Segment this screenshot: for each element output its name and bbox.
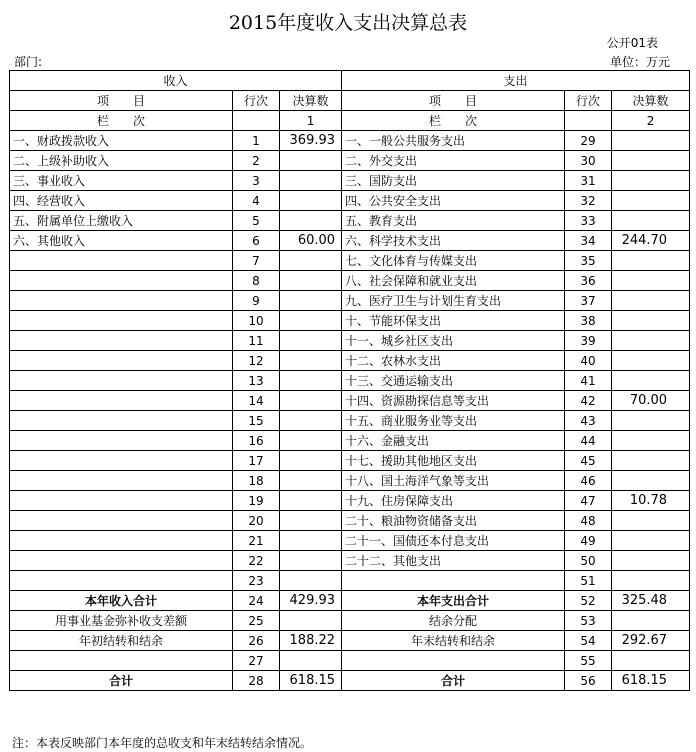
expense-item: 四、公共安全支出 [342, 191, 565, 211]
expense-amount-header: 决算数 [612, 91, 690, 111]
expense-row-number: 33 [565, 211, 612, 231]
income-item: 五、附属单位上缴收入 [10, 211, 233, 231]
expense-row-number: 35 [565, 251, 612, 271]
income-amount [280, 391, 342, 411]
table-row [10, 431, 690, 451]
expense-item: 二十一、国债还本付息支出 [342, 531, 565, 551]
income-column-index: 1 [280, 111, 342, 131]
income-item [10, 411, 233, 431]
income-item [10, 311, 233, 331]
expense-item: 十二、农林水支出 [342, 351, 565, 371]
income-item [10, 531, 233, 551]
expense-row-number: 44 [565, 431, 612, 451]
income-row-number: 24 [233, 591, 280, 611]
income-row-number: 13 [233, 371, 280, 391]
table-row [10, 471, 690, 491]
expense-section-header: 支出 [342, 71, 690, 91]
expense-row-number: 29 [565, 131, 612, 151]
income-amount [280, 471, 342, 491]
income-row-number: 3 [233, 171, 280, 191]
income-amount [280, 651, 342, 671]
income-amount: 60.00 [280, 231, 342, 251]
expense-amount [612, 411, 690, 431]
expense-amount [612, 511, 690, 531]
expense-summary-item: 结余分配 [342, 611, 565, 631]
income-item [10, 291, 233, 311]
income-amount [280, 211, 342, 231]
income-row-number: 26 [233, 631, 280, 651]
expense-item: 九、医疗卫生与计划生育支出 [342, 291, 565, 311]
income-item: 三、事业收入 [10, 171, 233, 191]
expense-row-number: 49 [565, 531, 612, 551]
column-index-row [10, 111, 690, 131]
income-amount [280, 611, 342, 631]
expense-amount [612, 151, 690, 171]
expense-amount: 325.48 [612, 591, 690, 611]
income-row-number: 19 [233, 491, 280, 511]
expense-amount [612, 351, 690, 371]
expense-amount: 10.78 [612, 491, 690, 511]
section-header-row [10, 71, 690, 91]
expense-item [342, 571, 565, 591]
expense-item: 十九、住房保障支出 [342, 491, 565, 511]
expense-amount [612, 211, 690, 231]
income-item [10, 271, 233, 291]
income-row-number: 6 [233, 231, 280, 251]
income-amount [280, 371, 342, 391]
table-row [10, 511, 690, 531]
expense-amount: 618.15 [612, 671, 690, 691]
expense-row-number: 50 [565, 551, 612, 571]
income-item [10, 511, 233, 531]
table-row [10, 191, 690, 211]
column-header-row [10, 91, 690, 111]
expense-item: 一、一般公共服务支出 [342, 131, 565, 151]
expense-amount [612, 271, 690, 291]
income-summary-item: 合计 [10, 671, 233, 691]
income-item: 一、财政拨款收入 [10, 131, 233, 151]
expense-item: 十、节能环保支出 [342, 311, 565, 331]
expense-amount [612, 451, 690, 471]
income-summary-item: 用事业基金弥补收支差额 [10, 611, 233, 631]
income-amount [280, 571, 342, 591]
expense-item: 二十、粮油物资储备支出 [342, 511, 565, 531]
income-row-number: 16 [233, 431, 280, 451]
expense-row-number: 43 [565, 411, 612, 431]
income-amount [280, 551, 342, 571]
income-amount [280, 511, 342, 531]
income-row-number: 2 [233, 151, 280, 171]
income-row-number: 9 [233, 291, 280, 311]
expense-row-number: 56 [565, 671, 612, 691]
expense-row-number: 36 [565, 271, 612, 291]
expense-item: 十一、城乡社区支出 [342, 331, 565, 351]
income-amount: 369.93 [280, 131, 342, 151]
income-amount [280, 291, 342, 311]
income-row-number: 15 [233, 411, 280, 431]
expense-amount [612, 531, 690, 551]
table-row [10, 311, 690, 331]
expense-item: 五、教育支出 [342, 211, 565, 231]
income-row-number: 18 [233, 471, 280, 491]
income-row-number: 4 [233, 191, 280, 211]
expense-item: 十三、交通运输支出 [342, 371, 565, 391]
income-amount [280, 531, 342, 551]
table-row [10, 571, 690, 591]
table-row [10, 351, 690, 371]
income-item [10, 551, 233, 571]
expense-amount [612, 191, 690, 211]
expense-summary-item: 本年支出合计 [342, 591, 565, 611]
income-amount [280, 191, 342, 211]
income-row-number: 10 [233, 311, 280, 331]
income-item [10, 431, 233, 451]
income-amount [280, 331, 342, 351]
income-item: 四、经营收入 [10, 191, 233, 211]
expense-summary-item: 年末结转和结余 [342, 631, 565, 651]
expense-amount: 70.00 [612, 391, 690, 411]
expense-row-number: 37 [565, 291, 612, 311]
expense-row-number: 45 [565, 451, 612, 471]
expense-item: 七、文化体育与传媒支出 [342, 251, 565, 271]
expense-item: 二、外交支出 [342, 151, 565, 171]
income-amount [280, 311, 342, 331]
income-item [10, 251, 233, 271]
income-amount [280, 171, 342, 191]
table-row [10, 171, 690, 191]
income-row-number: 22 [233, 551, 280, 571]
blank-cell [565, 111, 612, 131]
income-row-number: 21 [233, 531, 280, 551]
income-item [10, 491, 233, 511]
expense-summary-item: 合计 [342, 671, 565, 691]
income-item [10, 471, 233, 491]
table-row [10, 531, 690, 551]
expense-column-index: 2 [612, 111, 690, 131]
expense-row-number: 42 [565, 391, 612, 411]
income-item-header: 项 目 [10, 91, 233, 111]
department-label: 部门: [14, 55, 43, 69]
expense-summary-item [342, 651, 565, 671]
summary-row [10, 631, 690, 651]
expense-amount [612, 571, 690, 591]
income-row-number: 5 [233, 211, 280, 231]
income-amount [280, 151, 342, 171]
footnote: 注：本表反映部门本年度的总收支和年末结转结余情况。 [12, 736, 313, 750]
table-row [10, 411, 690, 431]
blank-cell [233, 111, 280, 131]
expense-column-label: 栏 次 [342, 111, 565, 131]
income-amount [280, 411, 342, 431]
income-amount [280, 451, 342, 471]
income-item [10, 331, 233, 351]
income-amount-header: 决算数 [280, 91, 342, 111]
expense-row-number: 46 [565, 471, 612, 491]
expense-rowno-header: 行次 [565, 91, 612, 111]
income-item: 六、其他收入 [10, 231, 233, 251]
income-row-number: 1 [233, 131, 280, 151]
expense-amount [612, 251, 690, 271]
expense-item: 十七、援助其他地区支出 [342, 451, 565, 471]
income-item [10, 571, 233, 591]
income-item [10, 351, 233, 371]
income-row-number: 14 [233, 391, 280, 411]
income-row-number: 7 [233, 251, 280, 271]
expense-row-number: 41 [565, 371, 612, 391]
income-summary-item: 本年收入合计 [10, 591, 233, 611]
income-amount: 429.93 [280, 591, 342, 611]
income-item: 二、上级补助收入 [10, 151, 233, 171]
expense-amount: 292.67 [612, 631, 690, 651]
table-row [10, 251, 690, 271]
income-row-number: 23 [233, 571, 280, 591]
table-row [10, 491, 690, 511]
income-amount [280, 491, 342, 511]
expense-row-number: 39 [565, 331, 612, 351]
expense-row-number: 32 [565, 191, 612, 211]
expense-row-number: 52 [565, 591, 612, 611]
income-summary-item: 年初结转和结余 [10, 631, 233, 651]
income-row-number: 20 [233, 511, 280, 531]
expense-amount [612, 431, 690, 451]
report-title: 2015年度收入支出决算总表 [228, 12, 468, 34]
expense-item: 八、社会保障和就业支出 [342, 271, 565, 291]
expense-amount [612, 171, 690, 191]
income-row-number: 12 [233, 351, 280, 371]
table-row [10, 151, 690, 171]
expense-item: 十八、国土海洋气象等支出 [342, 471, 565, 491]
table-row [10, 291, 690, 311]
summary-row [10, 671, 690, 691]
income-amount: 188.22 [280, 631, 342, 651]
income-amount [280, 351, 342, 371]
income-row-number: 27 [233, 651, 280, 671]
income-row-number: 25 [233, 611, 280, 631]
expense-amount [612, 651, 690, 671]
expense-item: 三、国防支出 [342, 171, 565, 191]
expense-row-number: 30 [565, 151, 612, 171]
form-number: 公开01表 [606, 36, 658, 50]
expense-row-number: 51 [565, 571, 612, 591]
expense-row-number: 54 [565, 631, 612, 651]
income-amount: 618.15 [280, 671, 342, 691]
unit-label: 单位：万元 [609, 55, 670, 69]
expense-item: 二十二、其他支出 [342, 551, 565, 571]
expense-amount [612, 131, 690, 151]
income-row-number: 11 [233, 331, 280, 351]
expense-item: 十六、金融支出 [342, 431, 565, 451]
income-column-label: 栏 次 [10, 111, 233, 131]
expense-item: 十四、资源勘探信息等支出 [342, 391, 565, 411]
expense-amount: 244.70 [612, 231, 690, 251]
table-row [10, 391, 690, 411]
income-summary-item [10, 651, 233, 671]
income-section-header: 收入 [10, 71, 342, 91]
expense-row-number: 38 [565, 311, 612, 331]
income-amount [280, 271, 342, 291]
expense-item: 六、科学技术支出 [342, 231, 565, 251]
income-row-number: 17 [233, 451, 280, 471]
table-row [10, 211, 690, 231]
table-row [10, 371, 690, 391]
expense-amount [612, 551, 690, 571]
summary-row [10, 651, 690, 671]
income-row-number: 28 [233, 671, 280, 691]
expense-row-number: 48 [565, 511, 612, 531]
income-item [10, 371, 233, 391]
expense-item-header: 项 目 [342, 91, 565, 111]
table-row [10, 551, 690, 571]
summary-row [10, 591, 690, 611]
table-row [10, 231, 690, 251]
table-row [10, 131, 690, 151]
expense-amount [612, 371, 690, 391]
expense-row-number: 40 [565, 351, 612, 371]
expense-amount [612, 331, 690, 351]
expense-row-number: 55 [565, 651, 612, 671]
expense-row-number: 47 [565, 491, 612, 511]
income-row-number: 8 [233, 271, 280, 291]
income-expense-table [9, 70, 690, 691]
expense-row-number: 53 [565, 611, 612, 631]
income-item [10, 391, 233, 411]
income-amount [280, 251, 342, 271]
income-item [10, 451, 233, 471]
expense-row-number: 31 [565, 171, 612, 191]
income-amount [280, 431, 342, 451]
table-row [10, 451, 690, 471]
expense-amount [612, 291, 690, 311]
table-row [10, 331, 690, 351]
summary-row [10, 611, 690, 631]
expense-row-number: 34 [565, 231, 612, 251]
expense-amount [612, 471, 690, 491]
expense-amount [612, 311, 690, 331]
expense-amount [612, 611, 690, 631]
table-row [10, 271, 690, 291]
income-rowno-header: 行次 [233, 91, 280, 111]
expense-item: 十五、商业服务业等支出 [342, 411, 565, 431]
